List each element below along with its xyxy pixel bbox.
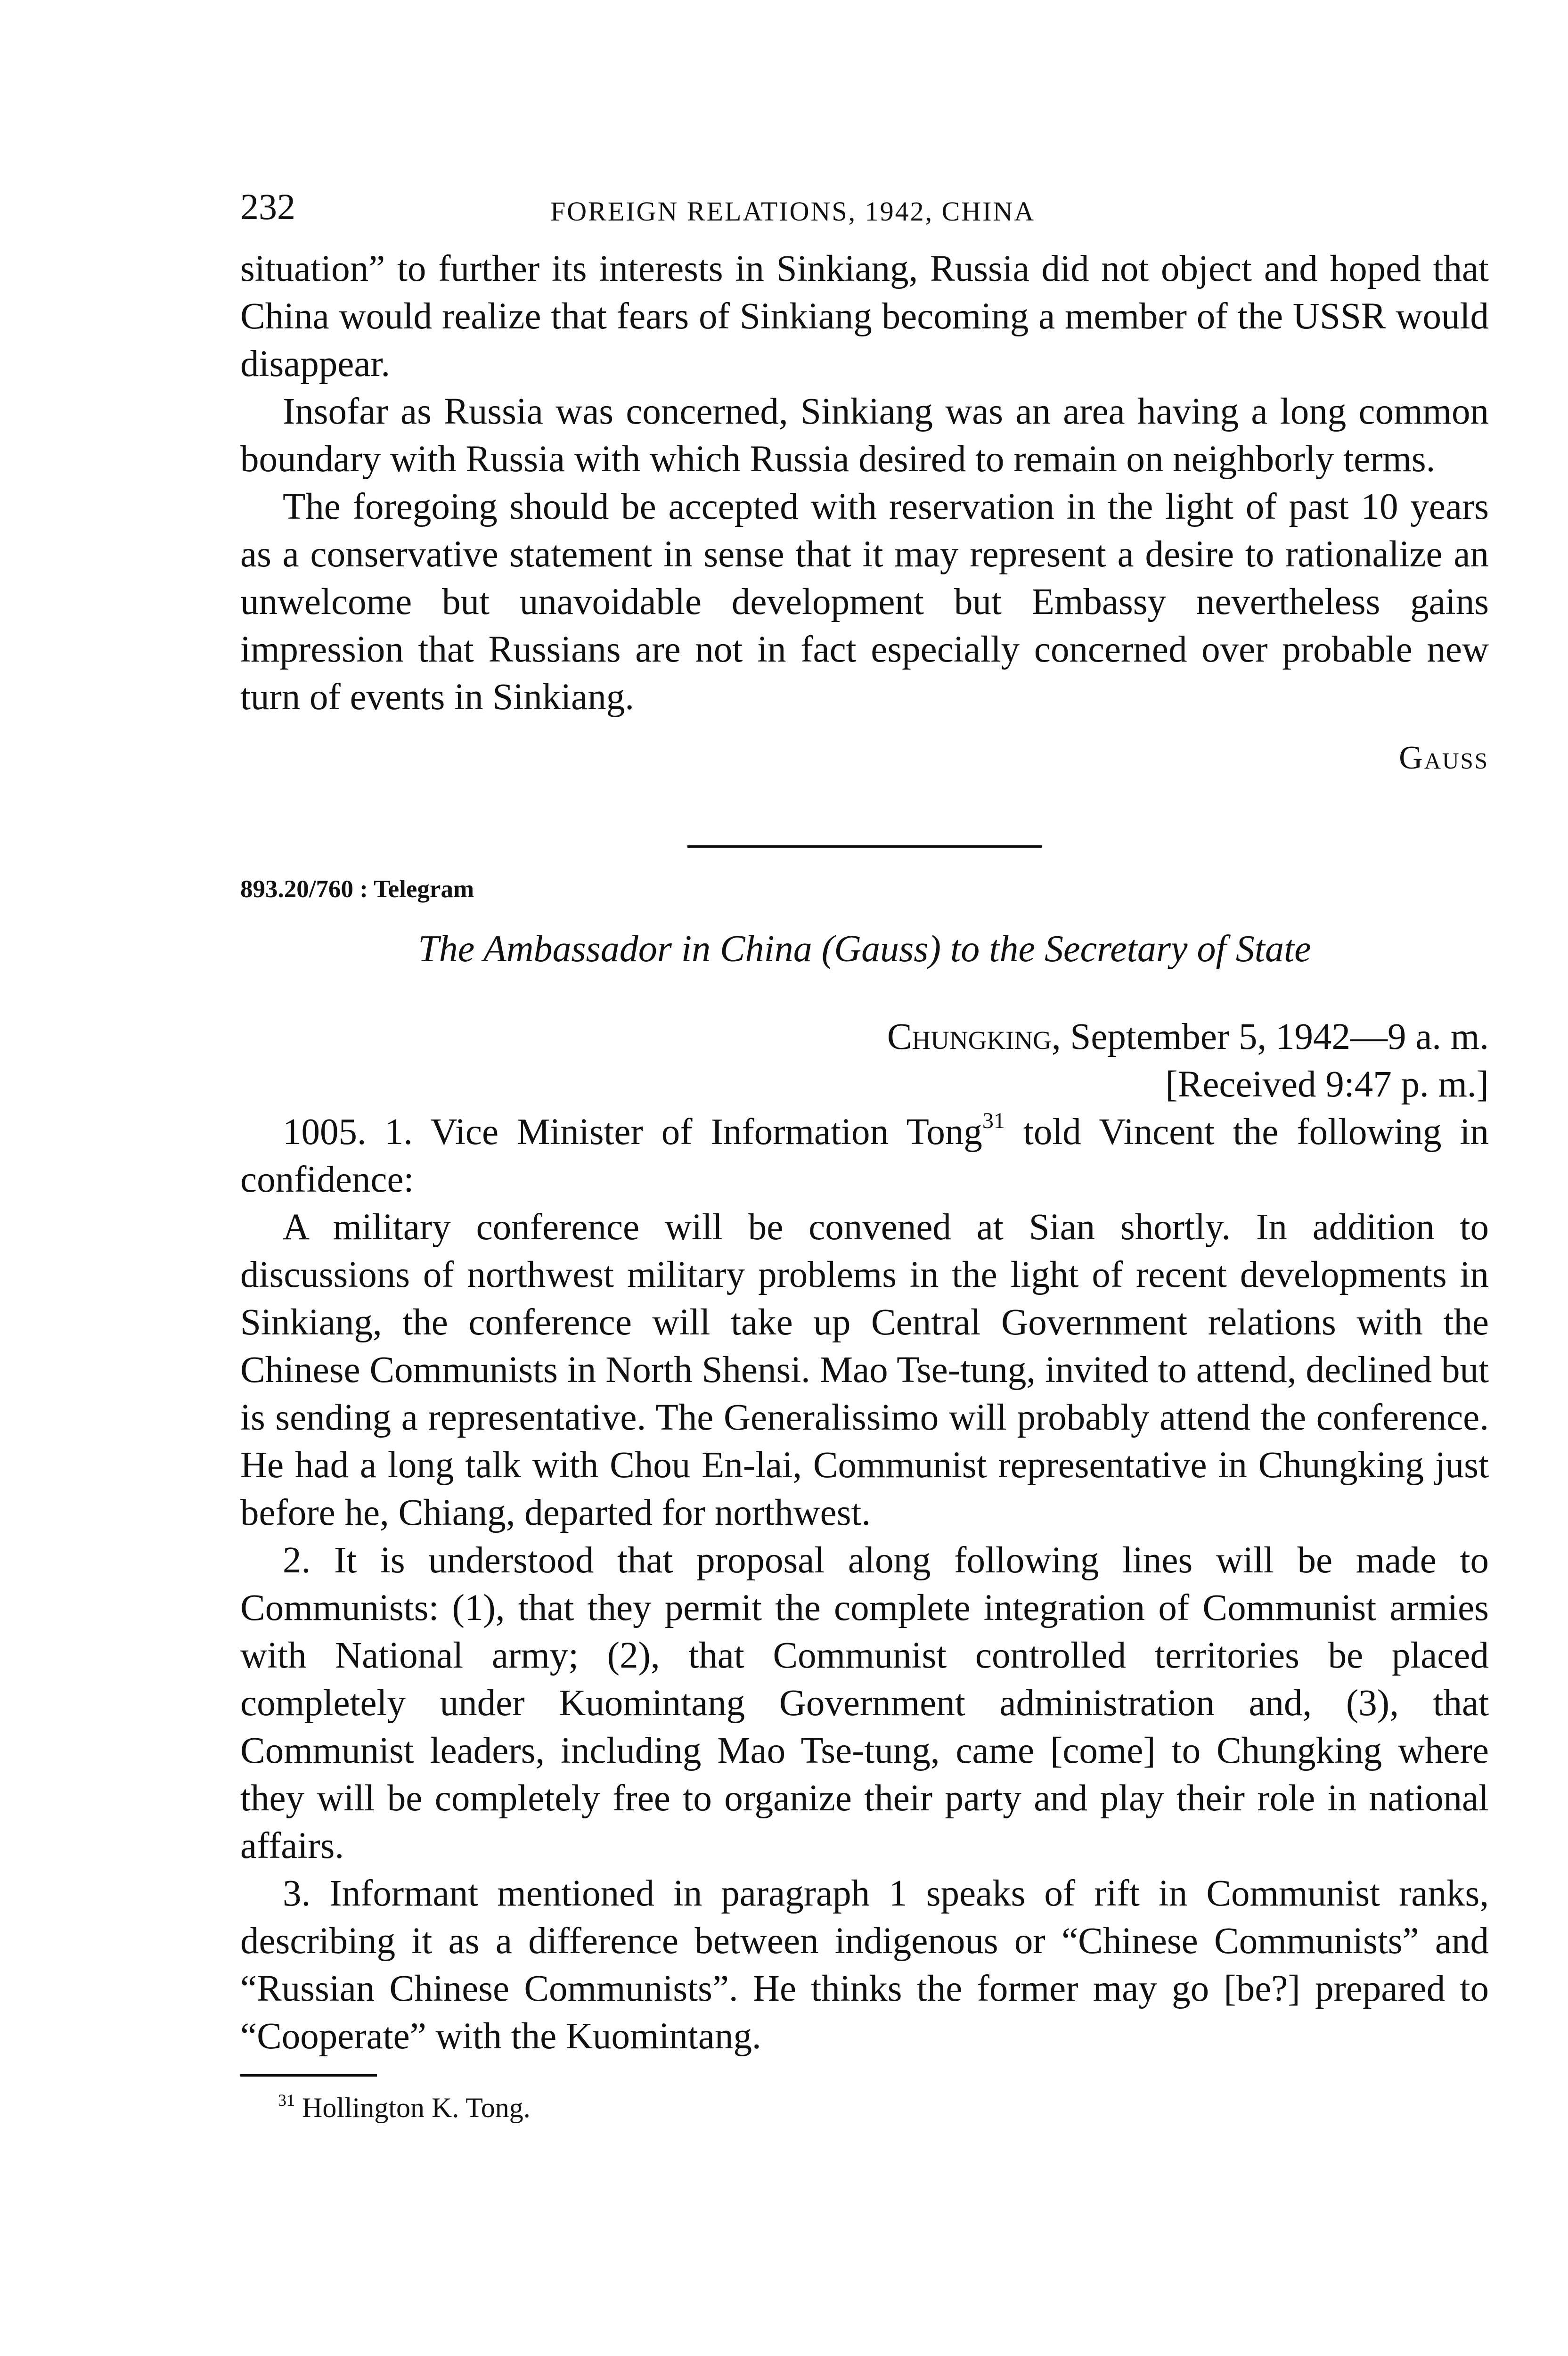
paragraph-text: told Vincent the following in confidence: <box>240 1112 1489 1200</box>
paragraph: Insofar as Russia was concerned, Sinkiang was an area having a long common boundary with Russia with which Russia desired to remain on neighborly terms. <box>240 391 1489 480</box>
document-title: The Ambassador in China (Gauss) to the Secretary of State <box>418 928 1311 970</box>
dateline-block <box>240 1013 1489 1108</box>
page-number: 232 <box>240 186 295 227</box>
signature: Gauss <box>1399 740 1489 776</box>
section-divider <box>687 845 1042 848</box>
dateline-place: Chungking <box>887 1016 1052 1057</box>
running-head: FOREIGN RELATIONS, 1942, CHINA <box>550 196 1036 227</box>
footnote <box>240 2091 1489 2123</box>
file-reference: 893.20/760 : Telegram <box>240 875 474 903</box>
document-page <box>240 188 1489 2122</box>
dateline <box>240 1013 1489 1061</box>
previous-document-text <box>240 245 1489 721</box>
paragraph: 2. It is understood that proposal along following lines will be made to Communists: (1), that they permit the complete integration of Communist armies with National army; (2), that Communist controlled territories be placed completely under Kuomintang Government administration and, (3), that Communist leaders, including Mao Tse-tung, came [come] to Chungking where they will be completely free to organize their party and play their role in national affairs. <box>240 1540 1489 1866</box>
paragraph: 3. Informant mentioned in paragraph 1 speaks of rift in Communist ranks, describing it as a difference between indigenous or “Chinese Communists” and “Russian Chinese Communists”. He thinks the former may go [be?] prepared to “Cooperate” with the Kuomintang. <box>240 1873 1489 2057</box>
paragraph: The foregoing should be accepted with reservation in the light of past 10 years as a conservative statement in sense that it may represent a desire to rationalize an unwelcome but unavoidable development but Embassy nevertheless gains impression that Russians are not in fact especially concerned over probable new turn of events in Sinkiang. <box>240 486 1489 718</box>
dateline-date: , September 5, 1942—9 a. m. <box>1051 1016 1489 1057</box>
paragraph-text: 1005. 1. Vice Minister of Information Tong <box>283 1112 982 1153</box>
received-time: [Received 9:47 p. m.] <box>1165 1064 1489 1105</box>
footnote-text: Hollington K. Tong. <box>302 2092 531 2123</box>
footnote-number: 31 <box>278 2091 295 2110</box>
paragraph: A military conference will be convened at Sian shortly. In addition to discussions of northwest military problems in the light of recent developments in Sinkiang, the conference will take up Central Government relations with the Chinese Communists in North Shensi. Mao Tse-tung, invited to attend, declined but is sending a representative. The Generalissimo will probably attend the conference. He had a long talk with Chou En-lai, Communist representative in Chungking just before he, Chiang, departed for northwest. <box>240 1207 1489 1533</box>
paragraph: situation” to further its interests in Sinkiang, Russia did not object and hoped that China would realize that fears of Sinkiang becoming a member of the USSR would disappear. <box>240 248 1489 384</box>
telegram-text <box>240 1108 1489 2060</box>
page-header <box>240 188 1489 245</box>
paragraph <box>240 1108 1489 1203</box>
footnote-reference: 31 <box>982 1108 1005 1133</box>
footnote-divider <box>240 2074 377 2077</box>
